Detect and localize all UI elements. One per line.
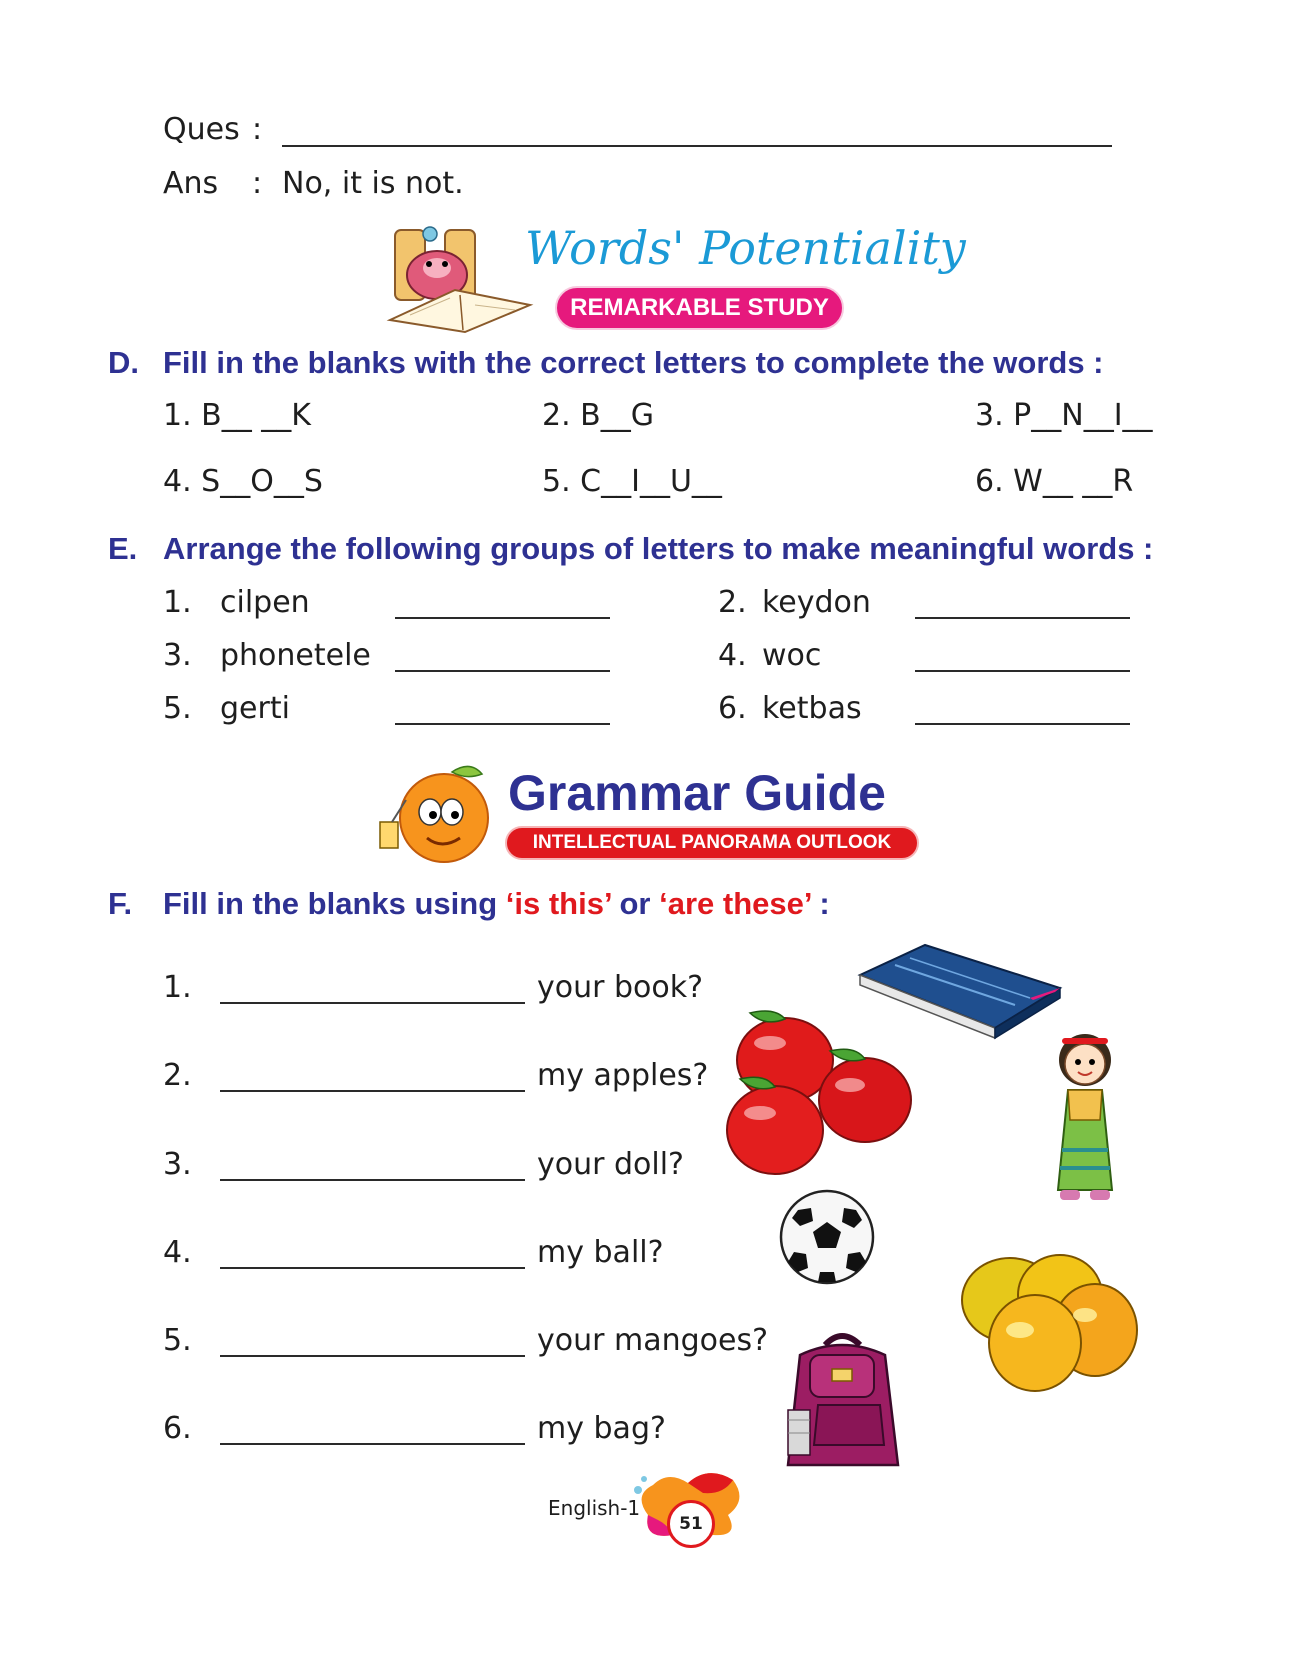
section-f-letter: F. <box>108 886 133 921</box>
d-item-4[interactable]: 4. S__O__S <box>163 464 323 499</box>
e-blank-3[interactable] <box>395 670 610 672</box>
doll-icon <box>1040 1030 1130 1210</box>
f-tail-1: your book? <box>537 970 704 1005</box>
d-item-1[interactable]: 1. B__ __K <box>163 398 311 433</box>
e-blank-5[interactable] <box>395 723 610 725</box>
f-num-2: 2. <box>163 1058 192 1093</box>
e-num-6: 6. <box>718 691 747 726</box>
f-blank-1[interactable] <box>220 1002 525 1004</box>
f-blank-5[interactable] <box>220 1355 525 1357</box>
d-item-6[interactable]: 6. W__ __R <box>975 464 1134 499</box>
ball-icon <box>778 1188 876 1286</box>
e-word-1: cilpen <box>220 585 310 620</box>
e-num-3: 3. <box>163 638 192 673</box>
f-blank-4[interactable] <box>220 1267 525 1269</box>
question-blank[interactable] <box>282 145 1112 147</box>
f-num-5: 5. <box>163 1323 192 1358</box>
e-num-5: 5. <box>163 691 192 726</box>
f-blank-2[interactable] <box>220 1090 525 1092</box>
ques-colon: : <box>252 112 263 147</box>
ques-label: Ques <box>163 112 240 147</box>
section-d-instruction: Fill in the blanks with the correct letters to complete the words : <box>163 345 1104 380</box>
e-word-6: ketbas <box>762 691 862 726</box>
e-num-4: 4. <box>718 638 747 673</box>
footer-book-title: English-1 <box>548 1496 641 1520</box>
bag-icon <box>770 1325 915 1475</box>
ans-colon: : <box>252 166 263 201</box>
orange-mascot-icon <box>372 760 502 870</box>
mangoes-icon <box>950 1245 1140 1395</box>
e-num-1: 1. <box>163 585 192 620</box>
e-word-4: woc <box>762 638 822 673</box>
instruction-or: or <box>610 886 660 921</box>
ans-label: Ans <box>163 166 219 201</box>
option-is-this: ‘is this’ <box>505 886 611 921</box>
section-e-letter: E. <box>108 531 138 566</box>
f-tail-5: your mangoes? <box>537 1323 769 1358</box>
e-blank-1[interactable] <box>395 617 610 619</box>
f-num-1: 1. <box>163 970 192 1005</box>
dog-reading-icon <box>385 220 545 335</box>
e-word-5: gerti <box>220 691 290 726</box>
section-d-letter: D. <box>108 345 139 380</box>
f-num-4: 4. <box>163 1235 192 1270</box>
d-item-3[interactable]: 3. P__N__I__ <box>975 398 1153 433</box>
f-tail-4: my ball? <box>537 1235 664 1270</box>
e-blank-6[interactable] <box>915 723 1130 725</box>
f-tail-6: my bag? <box>537 1411 666 1446</box>
apples-icon <box>720 1005 915 1185</box>
remarkable-study-badge: REMARKABLE STUDY <box>555 286 844 330</box>
f-num-3: 3. <box>163 1147 192 1182</box>
page-number: 51 <box>667 1500 715 1548</box>
e-blank-4[interactable] <box>915 670 1130 672</box>
d-item-5[interactable]: 5. C__I__U__ <box>542 464 722 499</box>
words-potentiality-title: Words' Potentiality <box>525 221 966 275</box>
section-e-instruction: Arrange the following groups of letters to make meaningful words : <box>163 531 1154 566</box>
intellectual-panorama-badge: INTELLECTUAL PANORAMA OUTLOOK <box>505 826 919 860</box>
f-tail-3: your doll? <box>537 1147 684 1182</box>
f-blank-6[interactable] <box>220 1443 525 1445</box>
section-f-instruction <box>163 885 830 923</box>
e-word-3: phonetele <box>220 638 371 673</box>
grammar-guide-title: Grammar Guide <box>508 765 886 821</box>
f-tail-2: my apples? <box>537 1058 709 1093</box>
instruction-pre: Fill in the blanks using <box>163 886 506 921</box>
instruction-post: : <box>810 886 830 921</box>
e-num-2: 2. <box>718 585 747 620</box>
answer-text: No, it is not. <box>282 166 464 201</box>
e-word-2: keydon <box>762 585 871 620</box>
f-blank-3[interactable] <box>220 1179 525 1181</box>
option-are-these: ‘are these’ <box>659 886 811 921</box>
d-item-2[interactable]: 2. B__G <box>542 398 654 433</box>
f-num-6: 6. <box>163 1411 192 1446</box>
e-blank-2[interactable] <box>915 617 1130 619</box>
